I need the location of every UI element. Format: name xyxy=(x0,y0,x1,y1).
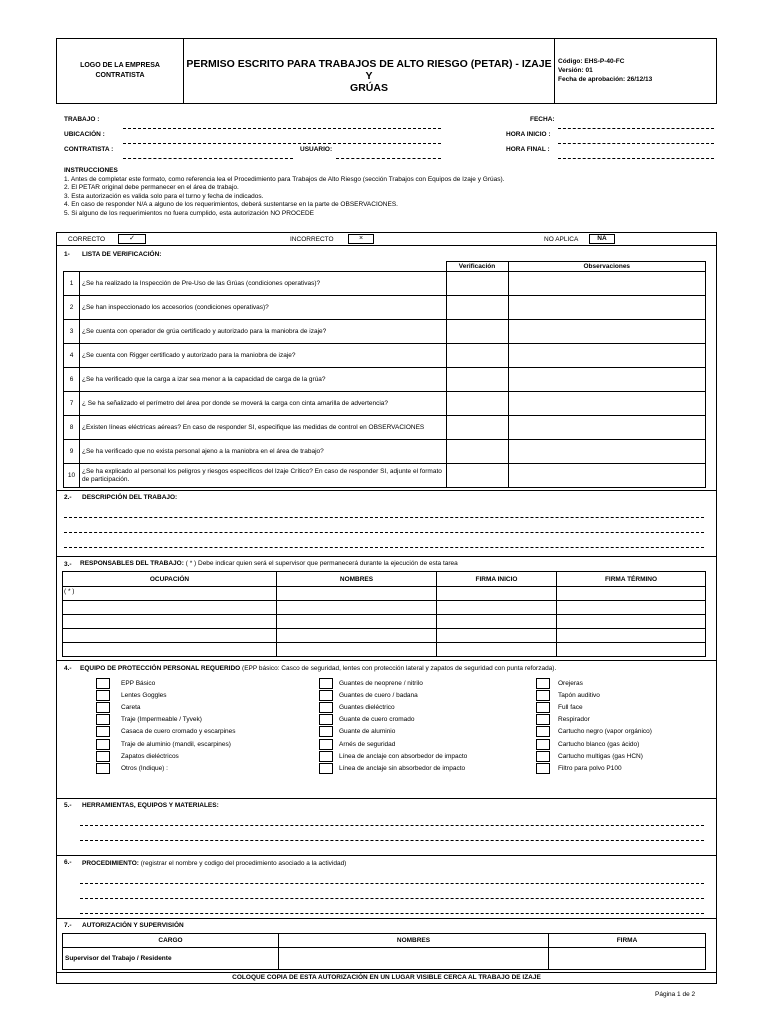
verification-cell[interactable] xyxy=(446,416,508,440)
logo-line-2: CONTRATISTA xyxy=(95,72,145,79)
table-cell[interactable] xyxy=(437,601,557,615)
checklist-row xyxy=(64,392,706,416)
supervisor-name-cell[interactable] xyxy=(279,948,549,970)
epp-label: Guantes dieléctrico xyxy=(339,704,395,712)
table-cell[interactable] xyxy=(557,643,706,657)
epp-checkbox[interactable] xyxy=(536,678,550,689)
na-mark: NA xyxy=(597,235,607,242)
epp-checkbox[interactable] xyxy=(536,751,550,762)
hora-inicio-field[interactable] xyxy=(558,143,714,144)
epp-label: Arnés de seguridad xyxy=(339,740,396,748)
epp-checkbox[interactable] xyxy=(96,702,110,713)
epp-checkbox[interactable] xyxy=(96,690,110,701)
section-1-rule xyxy=(57,490,716,491)
observations-cell[interactable] xyxy=(508,392,706,416)
epp-label: Guantes de neoprene / nitrilo xyxy=(339,680,423,687)
section-3-rule xyxy=(57,660,716,661)
fecha-field[interactable] xyxy=(558,128,714,129)
col-cargo: CARGO xyxy=(63,934,279,948)
section-4-heading xyxy=(80,665,556,672)
section-6-title: PROCEDIMIENTO: xyxy=(82,860,139,867)
check-icon: ✓ xyxy=(129,235,135,242)
section-3-title: RESPONSABLES DEL TRABAJO: xyxy=(80,560,184,567)
authorization-table xyxy=(62,933,706,970)
section-6-heading xyxy=(82,860,346,867)
legend-incorrecto-box xyxy=(348,234,374,244)
instruction-5: 5. Si alguno de los requerimientos no fuera cumplido, esta autorización NO PROCEDE xyxy=(64,209,315,217)
col-nombres-auth: NOMBRES xyxy=(279,934,549,948)
row-number: 3 xyxy=(64,320,80,344)
col-ocupacion: OCUPACIÓN xyxy=(63,572,277,587)
verification-cell[interactable] xyxy=(446,296,508,320)
verification-cell[interactable] xyxy=(446,368,508,392)
cross-icon: × xyxy=(358,235,364,242)
section-6-number: 6.- xyxy=(64,859,72,866)
row-question: ¿Se ha verificado que no exista personal ajeno a la maniobra en el área de trabajo? xyxy=(80,440,447,464)
checklist-row xyxy=(64,272,706,296)
table-cell[interactable] xyxy=(63,615,277,629)
header-divider-1 xyxy=(183,38,184,104)
observations-cell[interactable] xyxy=(508,416,706,440)
header-divider-2 xyxy=(554,38,555,104)
instruction-3: 3. Esta autorización es valida solo para el turno y fecha de indicados. xyxy=(64,192,264,200)
epp-checkbox[interactable] xyxy=(536,702,550,713)
supervisor-marker-cell[interactable]: ( * ) xyxy=(63,587,277,601)
row-number: 10 xyxy=(64,464,80,488)
supervisor-signature-cell[interactable] xyxy=(549,948,706,970)
instructions xyxy=(64,167,504,218)
contratista-label: CONTRATISTA : xyxy=(64,146,114,153)
trabajo-field[interactable] xyxy=(123,128,441,129)
table-cell[interactable] xyxy=(557,601,706,615)
row-question: ¿Se ha realizado la Inspección de Pre-Uso de las Grúas (condiciones operativas)? xyxy=(80,272,447,296)
row-number: 4 xyxy=(64,344,80,368)
checklist-row xyxy=(64,440,706,464)
observations-cell[interactable] xyxy=(508,296,706,320)
epp-label: Guante de cuero cromado xyxy=(339,716,415,724)
section-3-number: 3.- xyxy=(64,561,72,568)
epp-checkbox[interactable] xyxy=(319,726,333,737)
verification-cell[interactable] xyxy=(446,320,508,344)
epp-label: Otros (Indique) : xyxy=(121,764,168,772)
verification-cell[interactable] xyxy=(446,344,508,368)
table-cell[interactable] xyxy=(63,629,277,643)
epp-label: Traje de aluminio (mandil, escarpines) xyxy=(121,740,231,748)
tools-line-2[interactable] xyxy=(80,840,704,841)
epp-checkbox[interactable] xyxy=(536,763,550,774)
responsables-table xyxy=(62,571,706,657)
row-number: 1 xyxy=(64,272,80,296)
procedure-line-3[interactable] xyxy=(80,913,704,914)
description-line-1[interactable] xyxy=(64,517,704,518)
document-code: Código: EHS-P-40-FC xyxy=(558,58,625,65)
instruction-4: 4. En caso de responder N/A a alguno de los requerimientos, deberá sustentarse en la parte de OBSERVACIONES. xyxy=(64,201,398,208)
legend-correcto-box xyxy=(118,234,146,244)
legend-correcto-label: CORRECTO xyxy=(68,236,106,243)
row-question: ¿ Se ha señalizado el perímetro del área por donde se moverá la carga con cinta amarilla de advertencia? xyxy=(80,392,447,416)
supervisor-cargo: Supervisor del Trabajo / Residente xyxy=(63,948,279,970)
observations-cell[interactable] xyxy=(508,344,706,368)
epp-checkbox[interactable] xyxy=(319,763,333,774)
epp-label: Guante de aluminio xyxy=(339,728,396,736)
legend-no-aplica-box xyxy=(589,234,615,244)
section-4-rule xyxy=(57,798,716,799)
procedure-line-2[interactable] xyxy=(80,898,704,899)
procedure-line-1[interactable] xyxy=(80,883,704,884)
row-question: ¿Se ha explicado al personal los peligros y riesgos específicos del Izaje Crítico? En caso de responder SI, adjunte el formato de participación. xyxy=(80,464,447,488)
table-cell[interactable] xyxy=(557,587,706,601)
section-5-number: 5.- xyxy=(64,802,72,809)
section-3-note: ( * ) Debe indicar quien será el supervisor que permanecerá durante la ejecución de esta tarea xyxy=(185,560,458,567)
row-question: ¿Se han inspeccionado los accesorios (condiciones operativas)? xyxy=(80,296,447,320)
epp-checkbox[interactable] xyxy=(319,678,333,689)
checklist-row xyxy=(64,320,706,344)
row-number: 9 xyxy=(64,440,80,464)
epp-label: Tapón auditivo xyxy=(558,692,600,700)
document-meta xyxy=(558,57,652,84)
row-question: ¿Se cuenta con operador de grúa certificado y autorizado para la maniobra de izaje? xyxy=(80,320,447,344)
epp-label: Cartucho multigas (gas HCN) xyxy=(558,752,643,760)
section-6-rule xyxy=(57,918,716,919)
checklist-row xyxy=(64,416,706,440)
section-1-title: LISTA DE VERIFICACIÓN: xyxy=(82,251,162,258)
observations-cell[interactable] xyxy=(508,320,706,344)
checklist-row xyxy=(64,344,706,368)
ubicacion-field[interactable] xyxy=(123,143,441,144)
checklist-row xyxy=(64,296,706,320)
epp-checkbox[interactable] xyxy=(536,739,550,750)
epp-checkbox[interactable] xyxy=(319,702,333,713)
epp-checkbox[interactable] xyxy=(96,739,110,750)
table-cell[interactable] xyxy=(277,601,437,615)
epp-checkbox[interactable] xyxy=(96,678,110,689)
section-5-title: HERRAMIENTAS, EQUIPOS Y MATERIALES: xyxy=(82,802,219,809)
epp-label: Respirador xyxy=(558,716,590,724)
tools-line-1[interactable] xyxy=(80,825,704,826)
epp-label: Zapatos dieléctricos xyxy=(121,752,179,760)
checklist-table xyxy=(63,261,706,488)
row-question: ¿Se cuenta con Rigger certificado y autorizado para la maniobra de izaje? xyxy=(80,344,447,368)
section-4-number: 4.- xyxy=(64,665,72,672)
document-title xyxy=(186,58,552,94)
col-firma-inicio: FIRMA INICIO xyxy=(437,572,557,587)
epp-label: EPP Básico xyxy=(121,680,156,687)
table-cell[interactable] xyxy=(437,615,557,629)
instruction-1: 1. Antes de completar este formato, como referencia lea el Procedimiento para Trabajos de Alto Riesgo (sección Trabajos con Equipos de Izaje y Grúas). xyxy=(64,175,505,183)
title-line-2: GRÚAS xyxy=(350,82,388,94)
epp-label: Traje (Impermeable / Tyvek) xyxy=(121,716,202,724)
hora-final-label: HORA FINAL : xyxy=(506,146,550,153)
page-number: Página 1 de 2 xyxy=(655,991,696,998)
approval-date: Fecha de aprobación: 26/12/13 xyxy=(558,76,653,83)
table-cell[interactable] xyxy=(277,587,437,601)
epp-label: Casaca de cuero cromado y escarpines xyxy=(121,728,236,736)
table-cell[interactable] xyxy=(557,615,706,629)
section-7-number: 7.- xyxy=(64,922,72,929)
section-5-rule xyxy=(57,855,716,856)
epp-label: Cartucho blanco (gas ácido) xyxy=(558,740,640,748)
section-3-heading xyxy=(80,560,458,567)
section-2-number: 2.- xyxy=(64,494,72,501)
table-cell[interactable] xyxy=(437,587,557,601)
usuario-label: USUARIO: xyxy=(300,146,333,153)
epp-label: Guantes de cuero / badana xyxy=(339,692,418,700)
table-cell[interactable] xyxy=(277,629,437,643)
row-number: 7 xyxy=(64,392,80,416)
legend-rule xyxy=(57,245,716,246)
epp-checkbox[interactable] xyxy=(96,763,110,774)
hora-inicio-label: HORA INICIO : xyxy=(506,131,551,138)
section-4-note: (EPP básico: Casco de seguridad, lentes con protección lateral y zapatos de seguridad con punta reforzada). xyxy=(242,665,557,672)
instruction-2: 2. El PETAR original debe permanecer en el área de trabajo. xyxy=(64,184,239,191)
legend-no-aplica-label: NO APLICA xyxy=(544,236,579,243)
epp-checkbox[interactable] xyxy=(319,714,333,725)
epp-checkbox[interactable] xyxy=(96,751,110,762)
table-cell[interactable] xyxy=(277,643,437,657)
description-line-2[interactable] xyxy=(64,532,704,533)
epp-label: Línea de anclaje sin absorbedor de impacto xyxy=(339,764,466,772)
ubicacion-label: UBICACIÓN : xyxy=(64,131,105,138)
table-cell[interactable] xyxy=(437,629,557,643)
company-logo-placeholder xyxy=(58,61,182,81)
table-cell[interactable] xyxy=(437,643,557,657)
section-2-title: DESCRIPCIÓN DEL TRABAJO: xyxy=(82,494,178,501)
row-question: ¿Se ha verificado que la carga a izar sea menor a la capacidad de carga de la grúa? xyxy=(80,368,447,392)
table-cell[interactable] xyxy=(277,615,437,629)
epp-checkbox[interactable] xyxy=(536,726,550,737)
usuario-field[interactable] xyxy=(336,158,441,159)
section-6-note: (registrar el nombre y codigo del procedimiento asociado a la actividad) xyxy=(140,860,347,867)
table-cell[interactable] xyxy=(63,601,277,615)
epp-checkbox[interactable] xyxy=(536,714,550,725)
fecha-label: FECHA: xyxy=(530,116,555,123)
title-line-1: PERMISO ESCRITO PARA TRABAJOS DE ALTO RIESGO (PETAR) - IZAJE Y xyxy=(186,58,552,82)
section-1-number: 1- xyxy=(64,251,70,258)
observations-cell[interactable] xyxy=(508,464,706,488)
verification-header: Verificación xyxy=(446,262,508,272)
epp-label: Lentes Goggles xyxy=(121,692,167,700)
epp-label: Full face xyxy=(558,704,583,712)
table-cell[interactable] xyxy=(63,643,277,657)
contratista-field[interactable] xyxy=(123,158,293,159)
verification-cell[interactable] xyxy=(446,464,508,488)
observations-cell[interactable] xyxy=(508,440,706,464)
instructions-title: INSTRUCCIONES xyxy=(64,167,118,174)
epp-checkbox[interactable] xyxy=(96,714,110,725)
col-nombres: NOMBRES xyxy=(277,572,437,587)
epp-label: Careta xyxy=(121,704,141,712)
epp-label: Filtro para polvo P100 xyxy=(558,764,622,772)
col-firma-termino: FIRMA TÉRMINO xyxy=(557,572,706,587)
row-number: 6 xyxy=(64,368,80,392)
row-question: ¿Existen líneas eléctricas aéreas? En caso de responder SI, especifique las medidas de control en OBSERVACIONES xyxy=(80,416,447,440)
checklist-row xyxy=(64,464,706,488)
epp-label: Línea de anclaje con absorbedor de impacto xyxy=(339,752,468,760)
section-2-rule xyxy=(57,556,716,557)
section-7-title: AUTORIZACIÓN Y SUPERVISIÓN xyxy=(82,922,184,929)
logo-line-1: LOGO DE LA EMPRESA xyxy=(80,62,160,69)
epp-label: Cartucho negro (vapor orgánico) xyxy=(558,728,652,736)
verification-cell[interactable] xyxy=(446,392,508,416)
row-number: 2 xyxy=(64,296,80,320)
col-firma: FIRMA xyxy=(549,934,706,948)
verification-cell[interactable] xyxy=(446,272,508,296)
posting-notice: COLOQUE COPIA DE ESTA AUTORIZACIÓN EN UN LUGAR VISIBLE CERCA AL TRABAJO DE IZAJE xyxy=(56,972,717,984)
observations-cell[interactable] xyxy=(508,272,706,296)
epp-checkbox[interactable] xyxy=(536,690,550,701)
verification-cell[interactable] xyxy=(446,440,508,464)
hora-final-field[interactable] xyxy=(558,158,714,159)
epp-checkbox[interactable] xyxy=(319,690,333,701)
trabajo-label: TRABAJO : xyxy=(64,116,100,123)
epp-checkbox[interactable] xyxy=(319,739,333,750)
document-version: Versión: 01 xyxy=(558,67,593,74)
table-cell[interactable] xyxy=(557,629,706,643)
epp-label: Orejeras xyxy=(558,680,583,687)
epp-checkbox[interactable] xyxy=(96,726,110,737)
checklist-row xyxy=(64,368,706,392)
legend-incorrecto-label: INCORRECTO xyxy=(290,236,334,243)
observations-header: Observaciones xyxy=(508,262,706,272)
section-4-title: EQUIPO DE PROTECCIÓN PERSONAL REQUERIDO xyxy=(80,665,241,672)
description-line-3[interactable] xyxy=(64,547,704,548)
observations-cell[interactable] xyxy=(508,368,706,392)
epp-checkbox[interactable] xyxy=(319,751,333,762)
row-number: 8 xyxy=(64,416,80,440)
